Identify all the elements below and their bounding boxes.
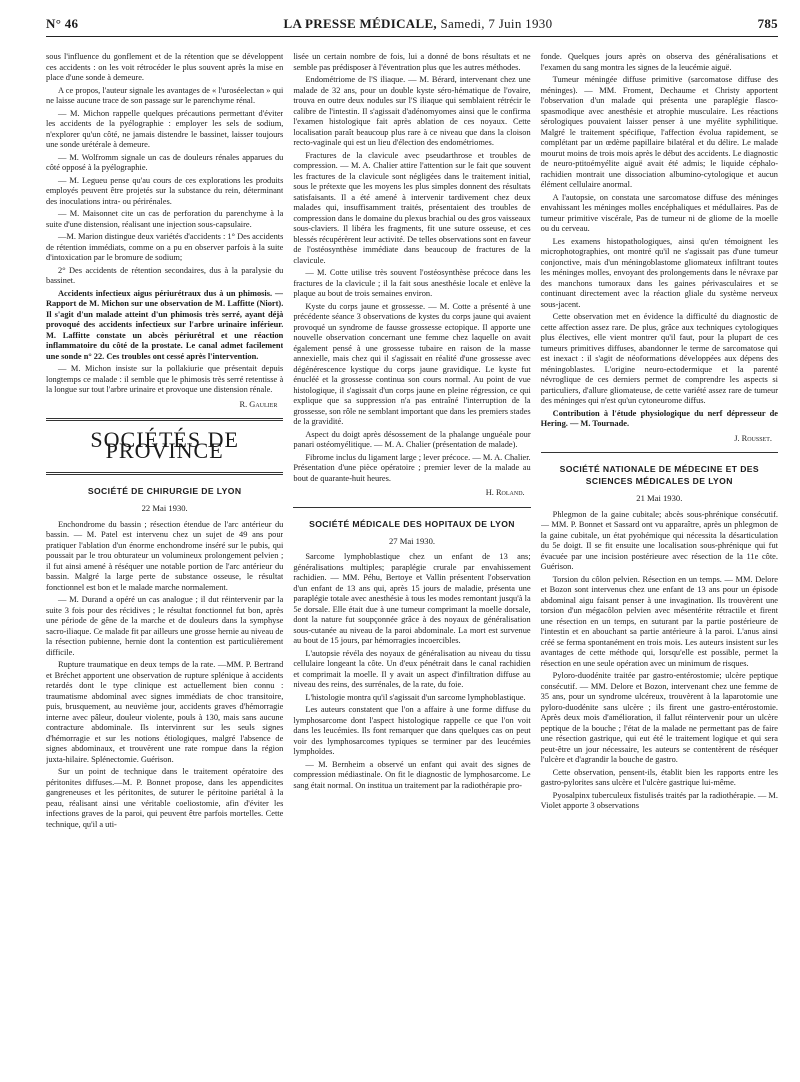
session-date: 21 Mai 1930. <box>636 493 683 503</box>
article-heading: Contribution à l'étude physiologique du nerf dépresseur de Hering. — M. Tournade. <box>540 408 778 428</box>
article-heading: Accidents infectieux aigus périurétraux dus à un phimosis. — Rapport de M. Michon sur une observation de M. Laffitte (Niort). Il s'agit d'un malade atteint d'un phimosis très serré, ayant déjà provoqué des accidents infectieux sur l'arbre urinaire inférieur. M. Laffitte constate un abcès périurétral et une réaction inflammatoire du côté de la prostate. Le canal admet facilement une sonde n° 22. Ces troubles ont cessé après l'intervention. <box>46 288 284 361</box>
section-divider <box>293 507 530 508</box>
paragraph: L'autopsie révéla des noyaux de généralisation au niveau du tissu cellulaire longeant la côte. Un d'eux pénétrait dans le canal rachidien et comprimait la moelle. Il y avait un aspect d'infiltration diffuse au niveau des reins, des surrénales, de la rate, du foie. <box>293 648 531 689</box>
society-heading: SOCIÉTÉ DE CHIRURGIE DE LYON <box>87 486 242 496</box>
paragraph: — M. Wolfromm signale un cas de douleurs rénales apparues du côté opposé à la pyélographie. <box>46 152 284 172</box>
author-signature: H. Roland. <box>485 488 525 497</box>
paragraph: Fibrome inclus du ligament large ; lever précoce. — M. A. Chalier. Présentation d'une pièce opératoire ; premier lever de la malade au bout de quarante-huit heures. <box>293 452 531 483</box>
society-heading: SOCIÉTÉ NATIONALE DE MÉDECINE ET DES SCIENCES MÉDICALES DE LYON <box>559 464 760 486</box>
paragraph: — M. Durand a opéré un cas analogue ; il dut réintervenir par la suite 3 fois pour des récidives ; le résultat fonctionnel fut bon, après une période de gêne de la marche et de douleurs dans la symphyse sacro-iliaque. Ce malade fit par ailleurs une grosse hernie au niveau de la résection pubienne, hernie dont la contention est particulièrement difficile. <box>46 595 284 657</box>
paragraph: Torsion du côlon pelvien. Résection en un temps. — MM. Delore et Bozon sont intervenus chez une enfant de 13 ans pour un épisode abdominal aigu faisant penser à une invagination. Ils trouvèrent une torsion d'un mégacôlon pelvien avec mésentérite rétractile et firent une résection en un temps, en suturant par la partie postérieure de l'intestin et en abouchant sa partie antérieure à la paroi. L'anus ainsi créé se ferma spontanément en trois mois. Les auteurs insistent sur les avantages de cette méthode qui, lorsqu'elle est possible, permet la résection en une seule opération avec un minimum de risques. <box>540 574 778 668</box>
paragraph: —M. Marion distingue deux variétés d'accidents : 1° Des accidents de rétention immédiats, comme on a pu en observer parfois à la suite d'intoxication par le bromure de sodium; <box>46 232 284 262</box>
issue-number: N° 46 <box>46 16 79 31</box>
paragraph: Rupture traumatique en deux temps de la rate. —MM. P. Bertrand et Bréchet apportent une observation de rupture splénique à accidents retardés dont le type clinique est actuellement bien connu : traumatisme abdominal avec signes immédiats de choc transitoire, puis, brusquement, au neuvième jour, accidents graves d'hémorragie interne avec pâleur, douleur violente, pouls à 130, mais sans aucune contracture abdominale. Ils intervinrent sur les seuls signes d'hémorragie et sur les notions étiologiques, malgré l'absence de signes abdominaux, et trouvèrent une rate rompue dans la région juxta-hilaire. Splénectomie. Guérison. <box>46 660 284 764</box>
text-columns <box>46 52 778 1078</box>
author-signature: J. Rousset. <box>734 433 772 443</box>
paragraph: — M. Cotte utilise très souvent l'ostéosynthèse précoce dans les fractures de la clavicule ; il la fait sous anesthésie locale et enlève la plaque au bout de trois semaines environ. <box>293 268 531 298</box>
paragraph: Enchondrome du bassin ; résection étendue de l'arc antérieur du bassin. — M. Patel est intervenu chez un sujet de 49 ans pour pratiquer l'ablation d'un énorme enchondrome inséré sur le pubis, qui poussait par le trou obturateur un volumineux prolongement pelvien ; il fut ainsi amené à réséquer une notable portion de l'arc antérieur du bassin. Malgré la large perte de substance osseuse, le résultat fonctionnel est bon et le malade marche normalement. <box>46 519 284 592</box>
paragraph: Phlegmon de la gaine cubitale; abcès sous-phrénique consécutif. — MM. P. Bonnet et Sassard ont vu apparaître, après un phlegmon de la gaine cubitale, un état pyohémique qui nécessita la désarticulation du 5e doigt. Il se fit ensuite une localisation sous-phrénique qui fut évacuée par une incision postérieure avec résection de la 11e côte. Guérison. <box>540 509 778 571</box>
paragraph: A ce propos, l'auteur signale les avantages de « l'uroséelectan » qui ne laisse aucune trace de son passage sur le parenchyme rénal. <box>46 85 284 105</box>
paragraph: fonde. Quelques jours après on observa des généralisations et l'examen du sang montra les signes de la leucémie aiguë. <box>540 52 778 72</box>
paragraph: L'histologie montra qu'il s'agissait d'un sarcome lymphoblastique. <box>305 692 526 702</box>
session-date: 22 Mai 1930. <box>141 503 188 513</box>
paragraph: A l'autopsie, on constata une sarcomatose diffuse des méninges envahissant les méninges molles encéphaliques et médullaires. Pas de tumeur primitive viscérale, Pas de tumeur ni de gliome de la moelle ou du cerveau. <box>540 192 778 233</box>
session-date: 27 Mai 1930. <box>388 535 436 546</box>
page-number: 785 <box>757 16 778 31</box>
paragraph: — M. Bernheim a observé un enfant qui avait des signes de compression médiastinale. On fit le diagnostic de lymphosarcome. Le sang était normal. On institua un traitement par la radiothérapie pro- <box>293 759 531 790</box>
paragraph: — M. Legueu pense qu'au cours de ces explorations les produits employés peuvent être projetés sur la substance du rein, déterminant des inoculations intra- ou périrénales. <box>46 175 284 206</box>
paragraph: Fractures de la clavicule avec pseudarthrose et troubles de compression. — M. A. Chalier attire l'attention sur le fait que souvent les fractures de la clavicule sont négligées dans le traitement initial, sous le prétexte que les moyens les plus simples donnent des résultats satisfaisants. Il a été amené à intervenir tardivement chez deux malades qui, insuffisamment traités, présentaient des troubles de compression dans le domaine du plexus brachial ou des gros vaisseaux sous-claviers. Il libéra les fragments, fit une suture osseuse, et ces blessés récupérèrent leur activité. De telles observations sont en faveur de l'ostéosynthèse immédiate dans beaucoup de fractures de la clavicule. <box>293 150 531 265</box>
paragraph: Cette observation met en évidence la difficulté du diagnostic de cette affection assez rare. De plus, grâce aux techniques cytologiques plus électives, elle vient montrer qu'il faut, pour la plupart de ces tumeurs primitives diffuses, abandonner le terme de sarcomatose qui est inexact : il s'agit de néoformations développées aux dépens des méningoblastes. L'origine neuro-ectodermique et la parenté névroglique de ces derniers permet de comprendre les aspects si particuliers, d'allure gliomateuse, de cette variété assez rare de tumeur des méninges qui n'est qu'un cytoneurome diffus. <box>540 312 778 405</box>
paragraph: 2° Des accidents de rétention secondaires, dus à la paralysie du bassinet. <box>46 265 284 285</box>
paragraph: Sur un point de technique dans le traitement opératoire des péritonites diffuses.—M. P. Bonnet propose, dans les appendicites gangreneuses et les péritonites, de suturer le péritoine pariétal à la peau, réalisant ainsi une véritable coeliostomie, afin d'éviter les infections graves de la paroi, qui peuvent être parfois mortelles. Cette technique, qu'il a uti- <box>46 767 284 829</box>
paragraph: Pyosalpinx tuberculeux fistulisés traités par la radiothérapie. — M. Violet apporte 3 observations <box>540 790 778 810</box>
paragraph: lisée un certain nombre de fois, lui a donné de bons résultats et ne semble pas prédisposer à l'éventration plus que les autres méthodes. <box>293 52 531 72</box>
paragraph: Tumeur méningée diffuse primitive (sarcomatose diffuse des méninges). — MM. Froment, Dechaume et Christy apportent l'observation d'un malade qui présenta une paraplégie flasco-spasmodique avec anesthésie et atrophie musculaire. Les réactions sérologiques pouvaient laisser penser à une myélite syphilitique. Malgré le traitement spécifique, l'affection évolua rapidement, se complétant par un œdème papillaire bilatéral et du délire. Le malade mourut moins de trois mois après le début des accidents. Le diagnostic de neuro-ptitoémyélite aiguë avait été admis; le liquide céphalo-rachidien montrait une dissociation albumino-cytologique et aucun élément cellulaire anormal. <box>540 75 778 189</box>
paragraph: Endométriome de l'S iliaque. — M. Bérard, intervenant chez une malade de 32 ans, pour un double kyste séro-hématique de l'ovaire, trouva en outre deux nodules sur l'S iliaque qui semblaient rétrécir le calibre de l'intestin. Il s'agissait d'adénomyomes ainsi que le confirma l'examen histologique fait après ablation de ces noyaux. Cette localisation paraît beaucoup plus rare à ce niveau que dans la cloison recto-vaginale qui est un lieu d'élection des endométriomes. <box>293 75 531 147</box>
issue-date: Samedi, 7 Juin 1930 <box>436 16 553 31</box>
paragraph: Les auteurs constatent que l'on a affaire à une forme diffuse du lymphosarcome dont l'aspect histologique rappelle ce que l'on voit dans les leucémies. Ils font remarquer que dans quelques cas on peut voir des lymphosarcomes typiques se terminer par des leucémies lymphoïdes. <box>293 705 531 756</box>
column-1 <box>46 52 283 1078</box>
author-signature: R. Gaulier <box>239 399 278 409</box>
paragraph: — M. Maisonnet cite un cas de perforation du parenchyme à la suite d'une distension, réalisant une injection sous-capsulaire. <box>46 209 284 229</box>
paragraph: — M. Michon rappelle quelques précautions permettant d'éviter les accidents de la pyélographie : employer les sels de sodium, n'explorer qu'un côté, ne jamais distendre le bassinet, laisser toujours une sonde urétérale à demeure. <box>46 108 284 149</box>
paragraph: — M. Michon insiste sur la pollakiurie que présentait depuis longtemps ce malade : il semble que le phimosis très serré retentisse à la longue sur tout l'arbre urinaire et provoque une distension rénale. <box>46 364 284 394</box>
column-3 <box>541 52 778 1078</box>
column-2 <box>293 52 530 1078</box>
society-heading: SOCIÉTÉ MÉDICALE DES HOPITAUX DE LYON <box>309 518 515 529</box>
paragraph: Cette observation, pensent-ils, établit bien les rapports entre les gastro-pylorites sans ulcère et l'ulcère gastrique lui-même. <box>540 767 778 787</box>
section-divider <box>46 418 283 421</box>
paragraph: Aspect du doigt après désossement de la phalange unguéale pour panari ostéomyélitique. — M. A. Chalier (présentation de malade). <box>293 429 531 449</box>
paragraph: Kyste du corps jaune et grossesse. — M. Cotte a présenté à une précédente séance 3 observations de kystes du corps jaune qui avaient provoqué un syndrome de fausse grossesse ectopique. Il apporte une nouvelle observation concernant une femme chez laquelle on avait également pensé à une grossesse tubaire en raison de la masse annexielle, mais chez qui il s'agissait en réalité d'une grossesse avec dégénérescence kystique du corps jaune gravidique. Le kyste fut énucléé et la grossesse continua son cours normal. Au point de vue histologique, il s'agissait d'un corps jaune en pleine régression, ce qui explique que sa suppression n'a pas entraîné l'interruption de la grossesse, son rôle ne semblant important que dans les premiers stades de la gravidité. <box>293 301 531 426</box>
section-title: SOCIÉTÉS DE PROVINCE <box>90 427 239 463</box>
section-divider <box>46 472 283 475</box>
paragraph: sous l'influence du gonflement et de la rétention que se développent ces accidents : on les voit rétrocéder le plus souvent après la mise en place d'une sonde à demeure. <box>46 52 284 82</box>
paragraph: Sarcome lymphoblastique chez un enfant de 13 ans; généralisations multiples; paraplégie crurale par envahissement rachidien. — MM. Péhu, Bertoye et Vallin présentent l'observation d'un enfant de 13 ans qui, après 15 jours de maladie, présenta une paraplégie totale avec anesthésie à tous les modes remontant jusqu'à la 5e dorsale. Elle était due à une tumeur comprimant la moelle dorsale, dont la nature fut soupçonnée grâce à des noyaux de généralisation sous-cutanée au niveau de la paroi abdominale. La mort est survenue au bout de 15 jours, par hémorragies incoercibles. <box>293 552 531 645</box>
journal-title: LA PRESSE MÉDICALE, Samedi, 7 Juin 1930 <box>283 16 553 31</box>
paragraph: Les examens histopathologiques, ainsi qu'en témoignent les microphotographies, ont montré qu'il ne s'agissait pas d'une tumeur conjonctive, mais d'un méningoblastome gliomateux infiltrant toutes les méninges molles, envoyant des prolongements dans le névraxe par des manchons tumoraux dans les gaines périvasculaires et se continuant directement avec la réaction gliale du système nerveux sous-jacent. <box>540 236 778 309</box>
paragraph: Pyloro-duodénite traitée par gastro-entérostomie; ulcère peptique consécutif. — MM. Delore et Bozon, intervenant chez une femme de 35 ans, pour un syndrome ulcéreux, trouvèrent à la laparotomie une pyloro-duodénite sans ulcère ; ils firent une gastro-entérostomie. Après deux mois d'amélioration, il fallut réintervenir pour un ulcère peptique de la bouche ; l'état de la malade ne permettant pas de faire une résection gastrique, qui eut été le traitement logique et qui sera peut-être un jour nécessaire, les auteurs se contentèrent de réséquer l'ulcère et d'agrandir la bouche de gastro. <box>540 671 778 764</box>
running-head <box>46 16 778 37</box>
section-divider <box>541 452 778 453</box>
